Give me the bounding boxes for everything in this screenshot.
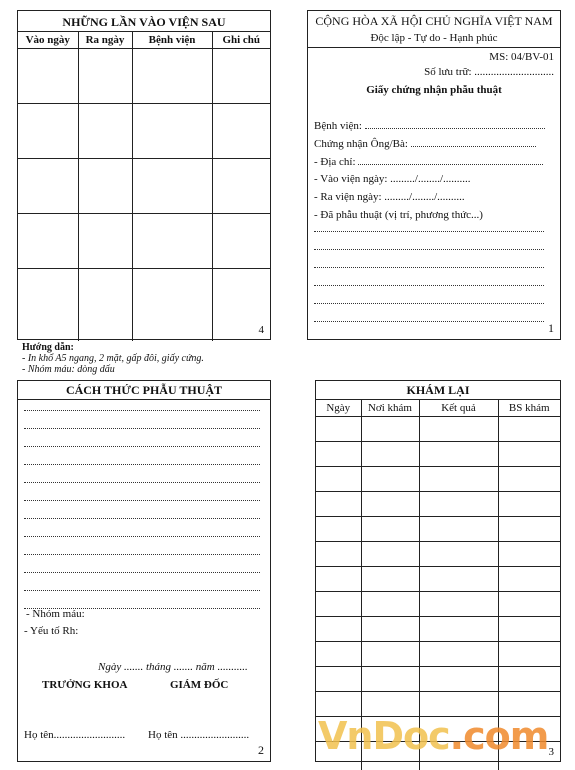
table-header-row	[18, 32, 270, 49]
surgery-lines[interactable]	[314, 231, 544, 322]
panel-title: NHỮNG LẦN VÀO VIỆN SAU	[18, 11, 270, 32]
panel-page-4	[17, 10, 271, 340]
table-row	[18, 269, 270, 341]
panel-title: CÁCH THỨC PHẪU THUẬT	[18, 381, 270, 400]
signature-date: Ngày ....... tháng ....... năm ...........	[98, 661, 248, 673]
watermark-com: .com	[449, 714, 549, 758]
patient-name-field[interactable]	[411, 137, 536, 147]
surgery-method-lines[interactable]	[24, 410, 260, 609]
col-header: Ghi chú	[212, 32, 270, 49]
col-header: Ra ngày	[78, 32, 132, 49]
admission-table	[18, 32, 270, 341]
guide-line: - In khổ A5 ngang, 2 mặt, gấp đôi, giấy cứng.	[22, 353, 204, 364]
watermark-vn: Vn	[318, 714, 373, 758]
admit-date: - Vào viện ngày: ........./......../..........	[314, 173, 471, 185]
col-header: BS khám	[498, 400, 560, 417]
table-row	[18, 159, 270, 214]
motto: Độc lập - Tự do - Hạnh phúc	[308, 32, 560, 48]
archive-number: Số lưu trữ: .............................	[424, 66, 554, 78]
col-header: Bệnh viện	[132, 32, 212, 49]
guide-line: - Nhóm máu: dòng dấu	[22, 364, 115, 375]
table-header-row	[316, 400, 560, 417]
address-label: - Địa chỉ:	[314, 156, 356, 168]
col-header: Ngày	[316, 400, 361, 417]
address-field[interactable]	[358, 155, 543, 165]
hospital-label: Bệnh viện:	[314, 120, 362, 132]
table-row	[316, 692, 560, 717]
table-row	[316, 667, 560, 692]
vndoc-watermark-logo	[318, 716, 548, 756]
guide-title: Hướng dẫn:	[22, 342, 74, 353]
country-name: CỘNG HÒA XÃ HỘI CHỦ NGHĨA VIỆT NAM	[315, 14, 553, 28]
panel-page-3	[315, 380, 561, 762]
address-line	[314, 155, 543, 168]
table-row	[316, 467, 560, 492]
certify-line	[314, 137, 536, 150]
panel-page-2	[17, 380, 271, 762]
col-header: Nơi khám	[361, 400, 419, 417]
signer-name: Họ tên .........................	[148, 729, 250, 741]
form-code: MS: 04/BV-01	[489, 51, 554, 63]
page-number: 3	[548, 746, 554, 758]
director-title: GIÁM ĐỐC	[170, 679, 229, 691]
page-number: 4	[258, 324, 264, 336]
table-row	[18, 214, 270, 269]
table-row	[316, 492, 560, 517]
signer-name: Họ tên..........................	[24, 729, 126, 741]
table-row	[316, 642, 560, 667]
page-number: 2	[258, 743, 264, 757]
panel-page-1	[307, 10, 561, 340]
page-number: 1	[548, 321, 554, 335]
table-row	[316, 567, 560, 592]
table-row	[316, 542, 560, 567]
certify-label: Chứng nhận Ông/Bà:	[314, 138, 408, 150]
col-header: Vào ngày	[18, 32, 78, 49]
document-title: Giấy chứng nhận phẫu thuật	[366, 84, 502, 96]
table-row	[18, 104, 270, 159]
surgery-label: - Đã phẫu thuật (vị trí, phương thức...)	[314, 209, 483, 221]
table-row	[316, 417, 560, 442]
col-header: Kết quả	[419, 400, 498, 417]
dept-head-title: TRƯỞNG KHOA	[42, 679, 128, 691]
guide-section	[22, 342, 204, 375]
hospital-field[interactable]	[365, 119, 545, 129]
watermark-doc: Doc	[372, 714, 450, 758]
table-row	[316, 592, 560, 617]
rh-factor-label: - Yếu tố Rh:	[24, 625, 79, 637]
table-row	[18, 49, 270, 104]
table-row	[316, 617, 560, 642]
discharge-date: - Ra viện ngày: ........./......../..........	[314, 191, 465, 203]
table-row	[316, 442, 560, 467]
panel-title: KHÁM LẠI	[406, 383, 470, 397]
table-row	[316, 517, 560, 542]
blood-type-label: - Nhóm máu:	[26, 608, 85, 620]
hospital-line	[314, 119, 545, 132]
